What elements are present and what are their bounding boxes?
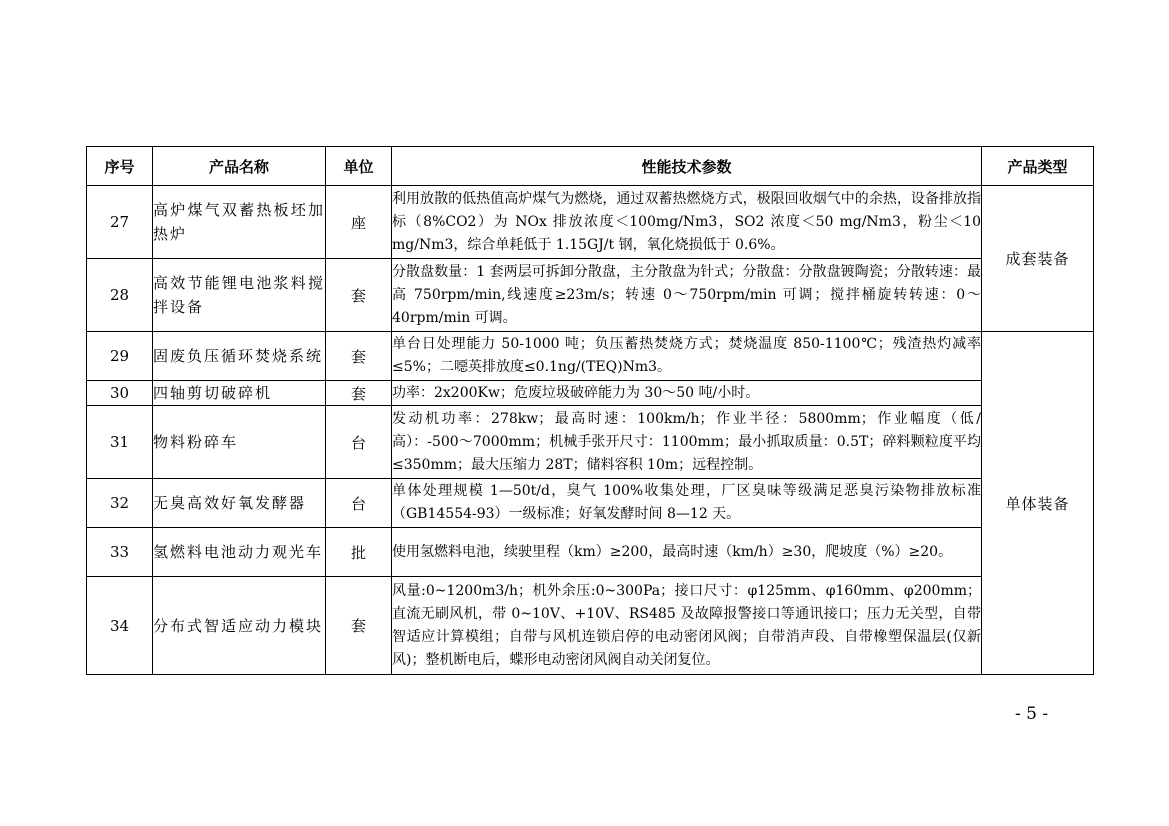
- row-no: 28: [87, 259, 153, 332]
- row-name: 无臭高效好氧发酵器: [153, 479, 326, 528]
- row-unit: 批: [326, 528, 392, 577]
- row-params: 单台日处理能力 50-1000 吨；负压蓄热焚烧方式；焚烧温度 850-1100℃；残渣热灼减率≤5%；二噁英排放度≤0.1ng/(TEQ)Nm3。: [392, 332, 982, 381]
- row-no: 30: [87, 381, 153, 406]
- table-row: [87, 479, 1094, 528]
- row-name: 分布式智适应动力模块: [153, 577, 326, 675]
- row-no: 32: [87, 479, 153, 528]
- row-unit: 套: [326, 577, 392, 675]
- row-name: 固废负压循环焚烧系统: [153, 332, 326, 381]
- row-no: 29: [87, 332, 153, 381]
- row-no: 34: [87, 577, 153, 675]
- row-unit: 座: [326, 186, 392, 259]
- row-unit: 套: [326, 259, 392, 332]
- header-unit: 单位: [326, 147, 392, 186]
- table-row: [87, 259, 1094, 332]
- header-no: 序号: [87, 147, 153, 186]
- row-name: 高炉煤气双蓄热板坯加热炉: [153, 186, 326, 259]
- header-name: 产品名称: [153, 147, 326, 186]
- row-name: 高效节能锂电池浆料搅拌设备: [153, 259, 326, 332]
- row-unit: 套: [326, 381, 392, 406]
- row-unit: 台: [326, 479, 392, 528]
- page-number: - 5 -: [1015, 704, 1049, 724]
- table-row: [87, 381, 1094, 406]
- table-row: [87, 332, 1094, 381]
- category-complete-equipment: 成套装备: [982, 186, 1094, 332]
- row-params: 功率：2x200Kw；危废垃圾破碎能力为 30～50 吨/小时。: [392, 381, 982, 406]
- row-unit: 台: [326, 406, 392, 479]
- row-unit: 套: [326, 332, 392, 381]
- row-name: 物料粉碎车: [153, 406, 326, 479]
- row-no: 27: [87, 186, 153, 259]
- category-single-equipment: 单体装备: [982, 332, 1094, 675]
- table-header-row: [87, 147, 1094, 186]
- product-spec-table: [86, 146, 1094, 675]
- table-row: [87, 406, 1094, 479]
- row-params: 单体处理规模 1—50t/d，臭气 100%收集处理，厂区臭味等级满足恶臭污染物排放标准（GB14554-93）一级标准；好氧发酵时间 8—12 天。: [392, 479, 982, 528]
- row-params: 风量:0~1200m3/h；机外余压:0~300Pa；接口尺寸：φ125mm、φ160mm、φ200mm；直流无刷风机，带 0~10V、+10V、RS485 及故障报警接口等通讯接口；压力无关型，自带智适应计算模组；自带与风机连锁启停的电动密闭风阀；自带消声段、自带橡塑保温层(仅新风)；整机断电后，蝶形电动密闭风阀自动关闭复位。: [392, 577, 982, 675]
- header-category: 产品类型: [982, 147, 1094, 186]
- row-name: 氢燃料电池动力观光车: [153, 528, 326, 577]
- table-row: [87, 577, 1094, 675]
- table-row: [87, 528, 1094, 577]
- row-no: 31: [87, 406, 153, 479]
- table-row: [87, 186, 1094, 259]
- row-params: 分散盘数量：1 套两层可拆卸分散盘，主分散盘为针式；分散盘：分散盘镀陶瓷；分散转速：最高 750rpm/min,线速度≥23m/s；转速 0～750rpm/min 可调；搅拌桶旋转转速：0～40rpm/min 可调。: [392, 259, 982, 332]
- row-name: 四轴剪切破碎机: [153, 381, 326, 406]
- row-params: 发动机功率：278kw；最高时速：100km/h；作业半径：5800mm；作业幅度（低/高）：-500～7000mm；机械手张开尺寸：1100mm；最小抓取质量：0.5T；碎料颗粒度平均≤350mm；最大压缩力 28T；储料容积 10m；远程控制。: [392, 406, 982, 479]
- row-params: 利用放散的低热值高炉煤气为燃烧，通过双蓄热燃烧方式，极限回收烟气中的余热，设备排放指标（8%CO2）为 NOx 排放浓度＜100mg/Nm3，SO2 浓度＜50 mg/Nm3，粉尘＜10 mg/Nm3，综合单耗低于 1.15GJ/t 钢，氧化烧损低于 0.6%。: [392, 186, 982, 259]
- header-params: 性能技术参数: [392, 147, 982, 186]
- row-no: 33: [87, 528, 153, 577]
- row-params: 使用氢燃料电池，续驶里程（km）≥200，最高时速（km/h）≥30，爬坡度（%）≥20。: [392, 528, 982, 577]
